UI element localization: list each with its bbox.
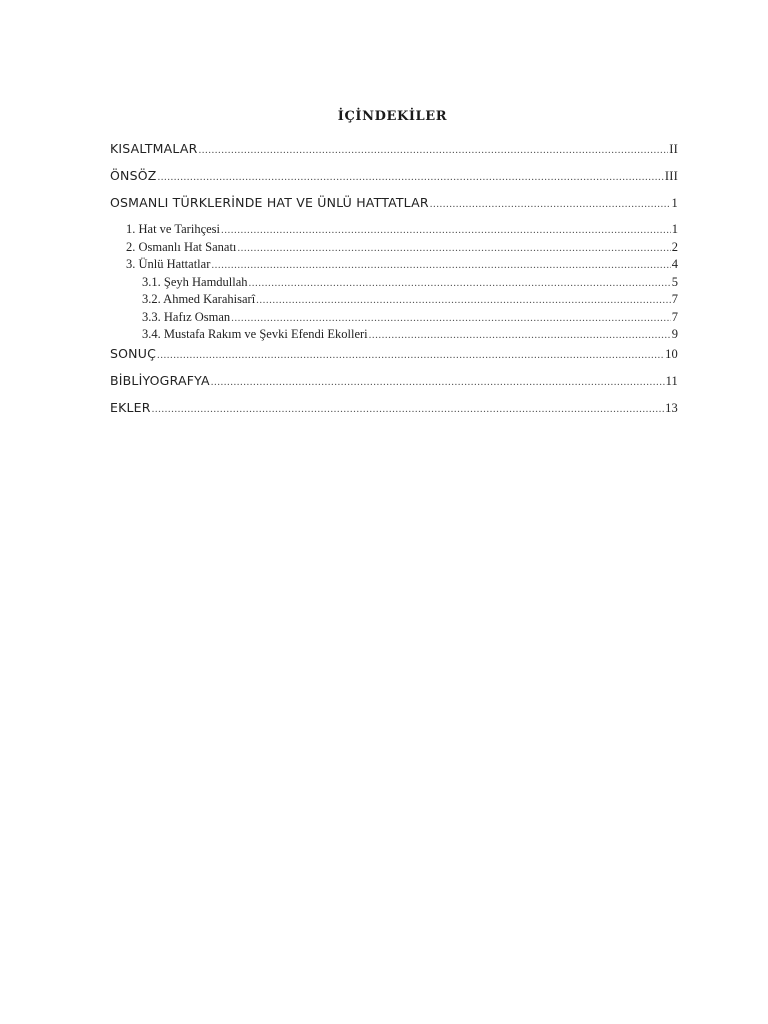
dot-leader — [369, 327, 671, 344]
dot-leader — [430, 196, 671, 213]
toc-entry-hat-ve-tarihcesi[interactable] — [126, 221, 678, 238]
toc-entry-page: 7 — [671, 292, 678, 306]
toc-entry-label: EKLER — [110, 400, 151, 415]
toc-entry-mustafa-rakim[interactable] — [142, 326, 678, 343]
toc-entry-sonuc[interactable] — [110, 345, 678, 362]
toc-entry-page: II — [669, 142, 678, 156]
toc-entry-label: ÖNSÖZ — [110, 168, 157, 183]
toc-entry-label: 3.4. Mustafa Rakım ve Şevki Efendi Ekolleri — [142, 327, 368, 341]
dot-leader — [199, 142, 669, 159]
toc-entry-kisaltmalar[interactable] — [110, 140, 678, 157]
toc-entry-unlu-hattatlar[interactable] — [126, 256, 678, 273]
toc-entry-page: 2 — [671, 240, 678, 254]
toc-entry-label: 3. Ünlü Hattatlar — [126, 257, 211, 271]
toc-entry-page: 13 — [665, 401, 678, 415]
toc-entry-label: 3.1. Şeyh Hamdullah — [142, 275, 248, 289]
toc-entry-page: 9 — [671, 327, 678, 341]
toc-entry-page: 1 — [671, 196, 678, 210]
dot-leader — [157, 347, 664, 364]
toc-entry-page: 10 — [665, 347, 678, 361]
toc-entry-page: 11 — [665, 374, 678, 388]
dot-leader — [256, 292, 671, 309]
dot-leader — [221, 222, 671, 239]
toc-title: İÇİNDEKİLER — [337, 109, 448, 124]
toc-entry-page: 4 — [671, 257, 678, 271]
toc-entry-ahmed-karahisari[interactable] — [142, 291, 678, 308]
toc-entry-ekler[interactable] — [110, 399, 678, 416]
toc-entry-label: 3.2. Ahmed Karahisarî — [142, 292, 256, 306]
toc-entry-seyh-hamdullah[interactable] — [142, 274, 678, 291]
dot-leader — [249, 275, 671, 292]
toc-entry-label: 3.3. Hafız Osman — [142, 310, 231, 324]
toc-entry-onsoz[interactable] — [110, 167, 678, 184]
dot-leader — [158, 169, 664, 186]
dot-leader — [152, 401, 664, 418]
toc-entry-label: OSMANLI TÜRKLERİNDE HAT VE ÜNLÜ HATTATLAR — [110, 195, 429, 210]
dot-leader — [237, 240, 670, 257]
toc-entry-page: III — [664, 169, 678, 183]
toc-entry-osmanli-hat-sanati[interactable] — [126, 239, 678, 256]
toc-entry-label: 2. Osmanlı Hat Sanatı — [126, 240, 237, 254]
toc-entry-page: 7 — [671, 310, 678, 324]
toc-entry-label: KISALTMALAR — [110, 141, 198, 156]
toc-entry-label: 1. Hat ve Tarihçesi — [126, 222, 221, 236]
dot-leader — [211, 257, 670, 274]
toc-entry-label: SONUÇ — [110, 346, 157, 361]
toc-entry-hafiz-osman[interactable] — [142, 309, 678, 326]
toc-entry-page: 5 — [671, 275, 678, 289]
toc-entry-bibliyografya[interactable] — [110, 372, 678, 389]
dot-leader — [211, 374, 665, 391]
dot-leader — [231, 310, 671, 327]
toc-entry-label: BİBLİYOGRAFYA — [110, 373, 210, 388]
toc-entry-osmanli-turklerinde[interactable] — [110, 194, 678, 211]
toc-entry-page: 1 — [671, 222, 678, 236]
